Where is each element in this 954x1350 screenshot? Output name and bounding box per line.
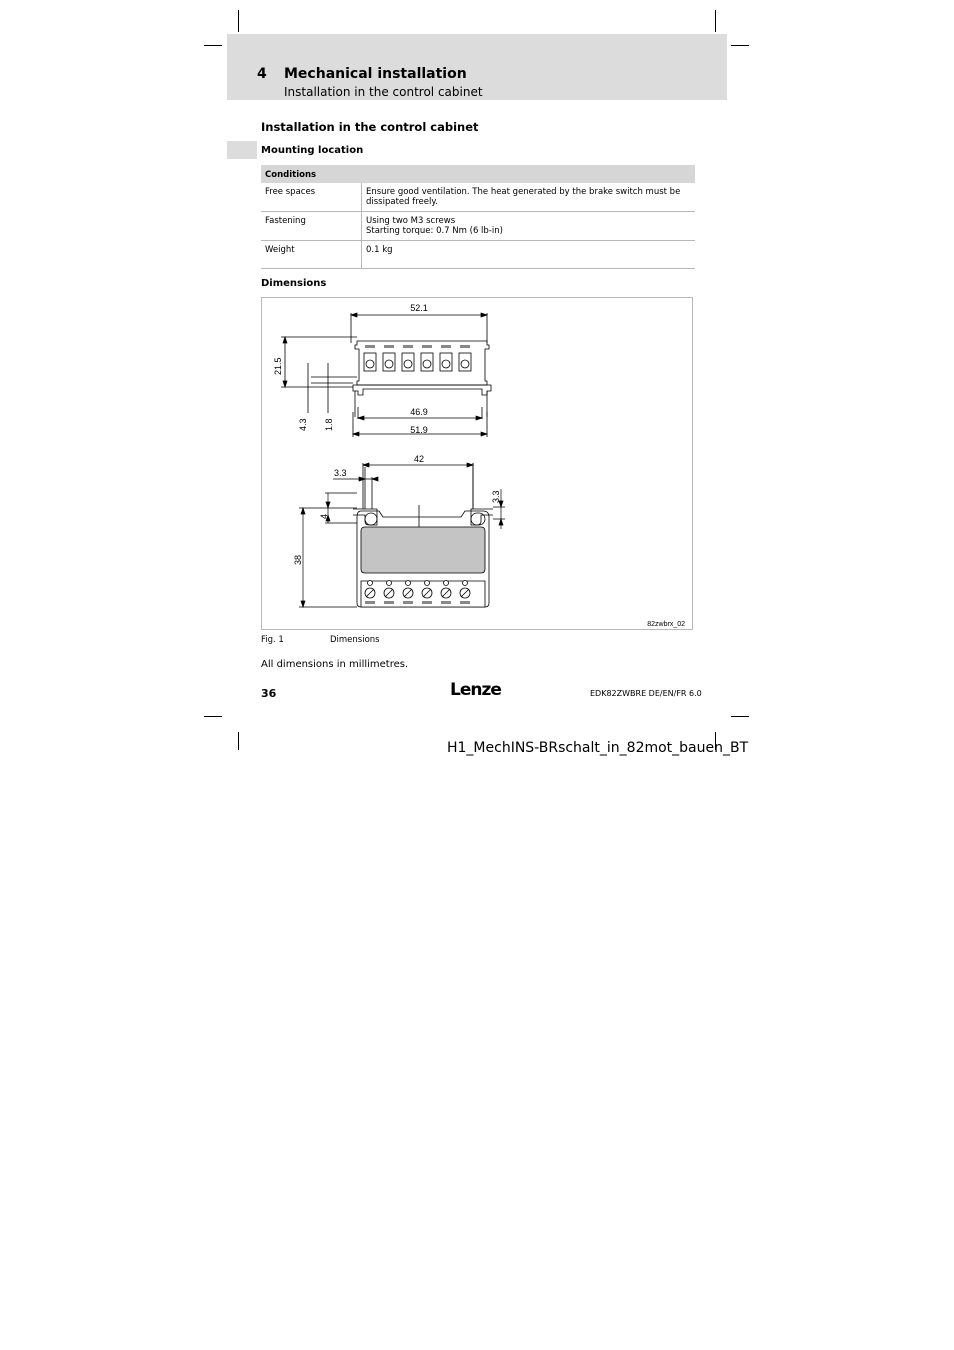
table-row	[261, 183, 695, 212]
crop-mark	[204, 716, 222, 717]
cell-line: Ensure good ventilation. The heat generated by the brake switch must be	[366, 187, 681, 197]
figure-label: Fig. 1	[261, 635, 284, 645]
dim-label-hole-spacing: 42	[413, 454, 425, 464]
dim-label-top-width: 52.1	[410, 303, 428, 313]
subsection-title: Mounting location	[261, 145, 364, 156]
dim-label-outer-width: 51.9	[410, 425, 428, 435]
cell-line: dissipated freely.	[366, 197, 438, 207]
drawing-id: 82zwbrx_02	[647, 621, 685, 628]
dimensions-note: All dimensions in millimetres.	[261, 659, 409, 670]
dimensions-title: Dimensions	[261, 278, 327, 289]
dim-label-inner-width: 46.9	[410, 407, 428, 417]
table-cell-label: Weight	[261, 241, 362, 269]
table-header: Conditions	[261, 165, 695, 183]
cell-line: 0.1 kg	[366, 245, 393, 255]
figure-caption: Dimensions	[330, 635, 380, 645]
conditions-table	[261, 165, 695, 269]
table-cell-label: Fastening	[261, 212, 362, 241]
table-cell-value	[362, 183, 696, 212]
dim-label-body-height: 38	[293, 554, 303, 565]
dim-label-hole-left: 3.3	[334, 468, 347, 478]
dim-label-offset-a: 4.3	[298, 418, 308, 431]
crop-mark	[715, 10, 716, 32]
dim-label-hole-right: 3.3	[491, 490, 501, 503]
table-row	[261, 212, 695, 241]
table-cell-value	[362, 241, 696, 269]
table-cell-label: Free spaces	[261, 183, 362, 212]
dimension-drawing	[261, 297, 693, 630]
crop-mark	[731, 45, 749, 46]
lenze-logo: Lenze	[450, 680, 501, 700]
cell-line: Starting torque: 0.7 Nm (6 lb-in)	[366, 226, 503, 236]
table-row	[261, 241, 695, 269]
chapter-number: 4	[257, 66, 267, 82]
dim-label-height: 21.5	[273, 357, 283, 375]
section-title: Installation in the control cabinet	[261, 120, 479, 134]
file-slug: H1_MechINS-BRschalt_in_82mot_bauen_BT	[447, 740, 749, 756]
document-id: EDK82ZWBRE DE/EN/FR 6.0	[590, 689, 702, 698]
dim-label-hole-depth: 4	[319, 513, 329, 519]
side-tab-marker	[227, 141, 257, 159]
crop-mark	[238, 732, 239, 750]
crop-mark	[238, 10, 239, 32]
cell-line: Using two M3 screws	[366, 216, 456, 226]
table-cell-value	[362, 212, 696, 241]
dim-label-offset-b: 1.8	[324, 418, 334, 431]
crop-mark	[731, 716, 749, 717]
chapter-title: Mechanical installation	[284, 66, 467, 82]
page-number: 36	[261, 687, 277, 700]
crop-mark	[204, 45, 222, 46]
chapter-subtitle: Installation in the control cabinet	[284, 85, 483, 99]
